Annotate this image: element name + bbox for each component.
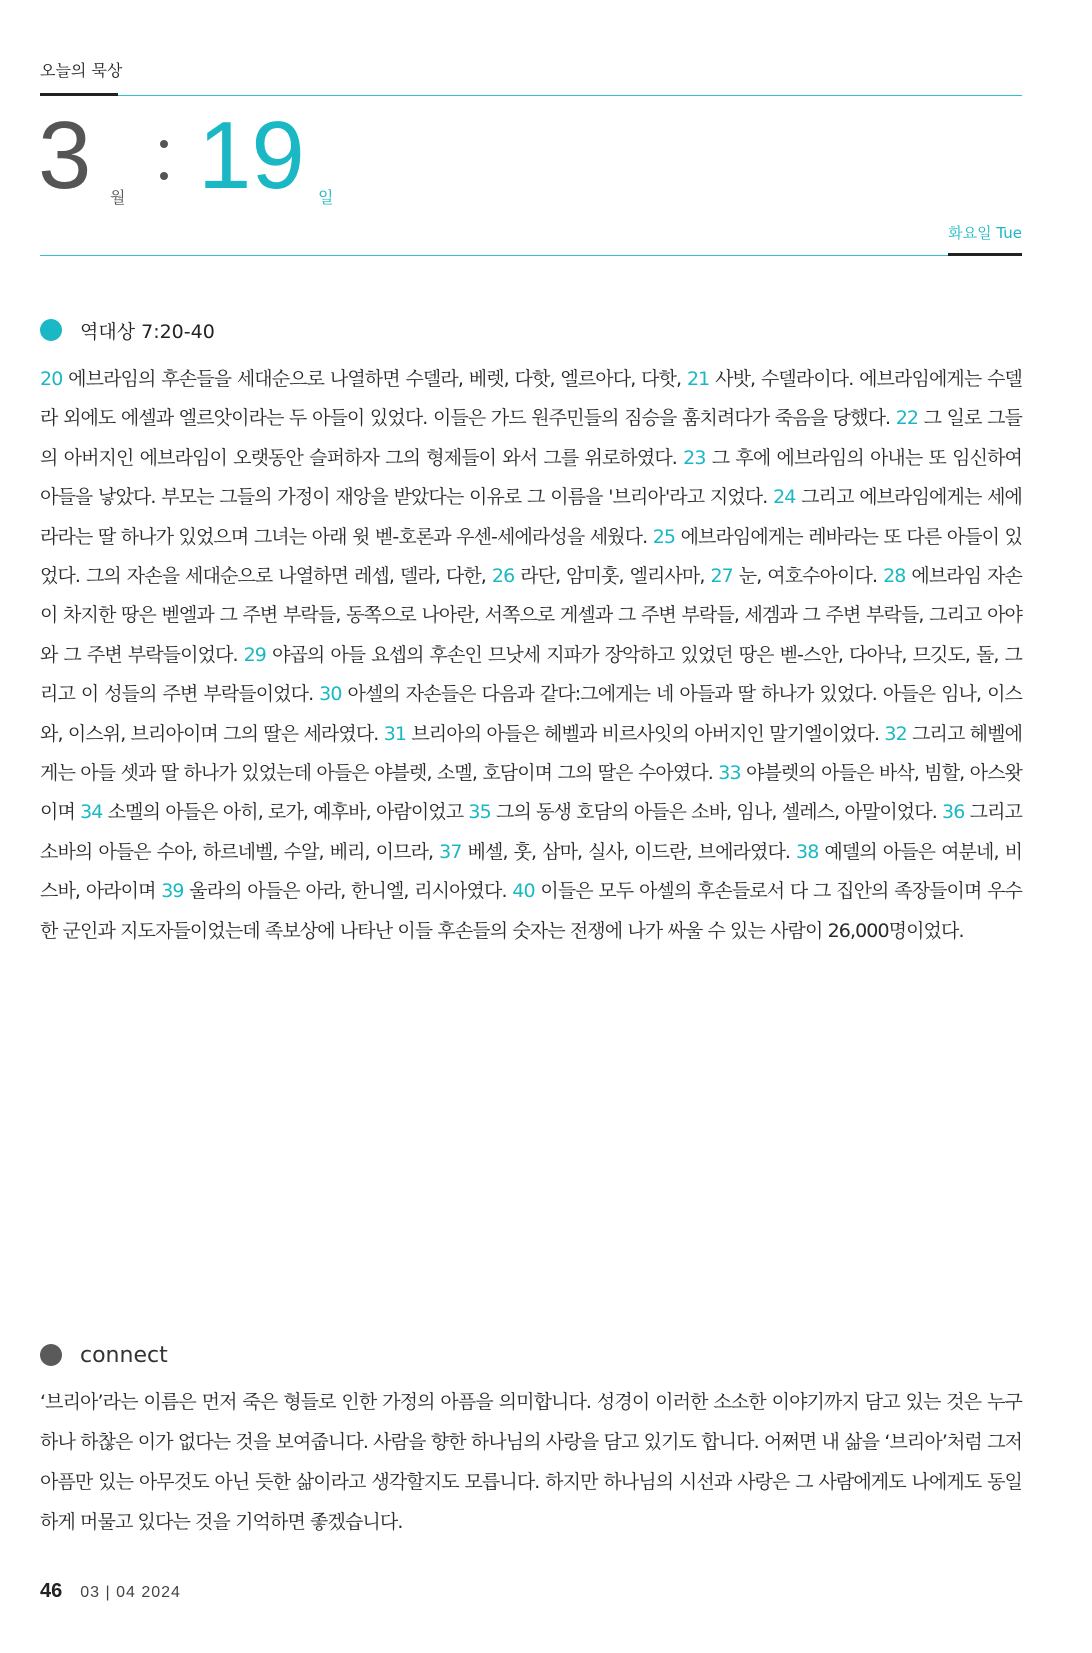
verse-number: 37	[439, 840, 462, 863]
verse-text: 에브라임 자손이 차지한 땅은 벧엘과 그 주변 부락들, 동쪽으로 나아란, 서쪽으로 게셀과 그 주변 부락들, 세겜과 그 주변 부락들, 그리고 아야와 그 주변 부락들이었다.	[40, 565, 1023, 666]
verse-number: 30	[319, 683, 342, 706]
verse-number: 38	[796, 840, 819, 863]
verse-text: 그 일로 그들의 아버지인 에브라임이 오랫동안 슬퍼하자 그의 형제들이 와서 그를 위로하였다.	[40, 407, 1023, 469]
verse-number: 34	[80, 801, 103, 824]
reflection-text: ‘브리아’라는 이름은 먼저 죽은 형들로 인한 가정의 아픔을 의미합니다. 성경이 이러한 소소한 이야기까지 담고 있는 것은 누구 하나 하찮은 이가 없다는 것을 보여줍니다. 사람을 향한 하나님의 사랑을 담고 있기도 합니다. 어쩌면 내 삶을 ‘브리아’처럼 그저 아픔만 있는 아무것도 아닌 듯한 삶이라고 생각할지도 모릅니다. 하지만 하나님의 시선과 사랑은 그 사람에게도 나에게도 동일하게 머물고 있다는 것을 기억하면 좋겠습니다.	[40, 1391, 1022, 1533]
issue-date: 03 | 04 2024	[80, 1584, 181, 1601]
verse-number: 26	[491, 565, 515, 588]
section-label: 오늘의 묵상	[40, 61, 123, 80]
verse-text: 아셀의 자손들은 다음과 같다:그에게는 네 아들과 딸 하나가 있었다. 아들은 임나, 이스와, 이스위, 브리아이며 그의 딸은 세라였다.	[40, 683, 1022, 745]
gray-bullet-icon	[40, 1344, 62, 1366]
verse	[710, 565, 877, 587]
weekday-underline	[948, 253, 1022, 256]
verse-text: 소멜의 아들은 아히, 로가, 예후바, 아람이었고	[107, 801, 464, 824]
verse-text: 그의 동생 호담의 아들은 소바, 임나, 셀레스, 아말이었다.	[495, 801, 937, 824]
page-footer	[40, 1580, 181, 1603]
verse-number: 28	[883, 565, 906, 588]
verse	[384, 723, 879, 745]
verse-text: 베셀, 훗, 삼마, 실사, 이드란, 브에라였다.	[467, 840, 791, 863]
top-rule	[118, 95, 1022, 96]
verse-text: 야곱의 아들 요셉의 후손인 므낫세 지파가 장악하고 있었던 땅은 벧-스안, 다아낙, 므깃도, 돌, 그리고 이 성들의 주변 부락들이었다.	[40, 643, 1023, 706]
verse-number: 25	[652, 525, 676, 548]
month-unit: 월	[110, 188, 126, 207]
verse-text: 에브라임의 후손들을 세대순으로 나열하면 수델라, 베렛, 다핫, 엘르아다, 다핫,	[68, 368, 682, 390]
verse-number: 32	[884, 722, 907, 745]
verse-number: 27	[710, 565, 733, 588]
day-unit: 일	[318, 188, 334, 207]
passage-heading	[40, 314, 215, 346]
verse-number: 23	[683, 446, 706, 469]
verse-number: 40	[512, 880, 535, 903]
date-colon	[160, 140, 168, 184]
verse-text: 야블렛의 아들은 바삭, 빔할, 아스왓이며	[40, 762, 1023, 824]
header-rule	[40, 255, 948, 256]
verse-text: 그 후에 에브라임의 아내는 또 임신하여 아들을 낳았다. 부모는 그들의 가정이 재앙을 받았다는 이유로 그 이름을 '브리아'라고 지었다.	[40, 446, 1022, 509]
scripture-text	[40, 360, 1022, 951]
connect-heading	[40, 1338, 168, 1372]
verse-number: 31	[383, 722, 407, 745]
connect-title: connect	[80, 1342, 168, 1368]
verse-number: 22	[895, 407, 919, 430]
verse-text: 그리고 소바의 아들은 수아, 하르네벨, 수알, 베리, 이므라,	[40, 801, 1022, 863]
verse-text: 에브라임에게는 레바라는 또 다른 아들이 있었다. 그의 자손을 세대순으로 나열하면 레셉, 델라, 다한,	[40, 525, 1023, 588]
verse	[40, 368, 681, 390]
verse-text: 그리고 에브라임에게는 세에라라는 딸 하나가 있었으며 그녀는 아래 윗 벧-호론과 우센-세에라성을 세웠다.	[40, 486, 1023, 548]
verse-number: 35	[468, 801, 491, 824]
verse-text: 브리아의 아들은 헤벨과 비르사잇의 아버지인 말기엘이었다.	[411, 722, 880, 745]
page-number: 46	[40, 1580, 63, 1602]
verse	[468, 801, 936, 823]
verse-number: 33	[718, 762, 741, 785]
section-label-underline	[40, 93, 118, 96]
verse-text: 울라의 아들은 아라, 한니엘, 리시아였다.	[189, 880, 507, 903]
verse-text: 예델의 아들은 여분네, 비스바, 아라이며	[40, 840, 1023, 903]
verse-text: 사밧, 수델라이다. 에브라임에게는 수델라 외에도 에셀과 엘르앗이라는 두 아들이 있었다. 이들은 가드 원주민들의 짐승을 훔치려다가 죽음을 당했다.	[40, 368, 1023, 430]
verse	[439, 841, 790, 863]
verse	[161, 880, 506, 902]
verse	[80, 801, 463, 823]
teal-bullet-icon	[40, 319, 62, 341]
verse-number: 21	[686, 368, 710, 390]
verse-number: 20	[40, 368, 63, 390]
verse-text: 눈, 여호수아이다.	[738, 565, 878, 588]
verse-text: 이들은 모두 아셀의 후손들로서 다 그 집안의 족장들이며 우수한 군인과 지도자들이었는데 족보상에 나타난 이들 후손들의 숫자는 전쟁에 나가 싸울 수 있는 사람이 26,000명이었다.	[40, 880, 1023, 942]
verse-text: 라단, 암미훗, 엘리사마,	[520, 565, 705, 588]
verse-number: 24	[773, 486, 796, 509]
verse	[492, 565, 705, 587]
verse-number: 29	[243, 643, 266, 666]
day-number: 19	[198, 102, 305, 209]
weekday: 화요일 Tue	[948, 224, 1022, 242]
verse-number: 36	[942, 801, 965, 824]
verse-text: 그리고 헤벨에게는 아들 셋과 딸 하나가 있었는데 아들은 야블렛, 소멜, 호담이며 그의 딸은 수아였다.	[40, 722, 1023, 785]
verse-number: 39	[161, 880, 184, 903]
month-number: 3	[38, 102, 92, 209]
passage-reference: 역대상 7:20-40	[80, 320, 215, 343]
